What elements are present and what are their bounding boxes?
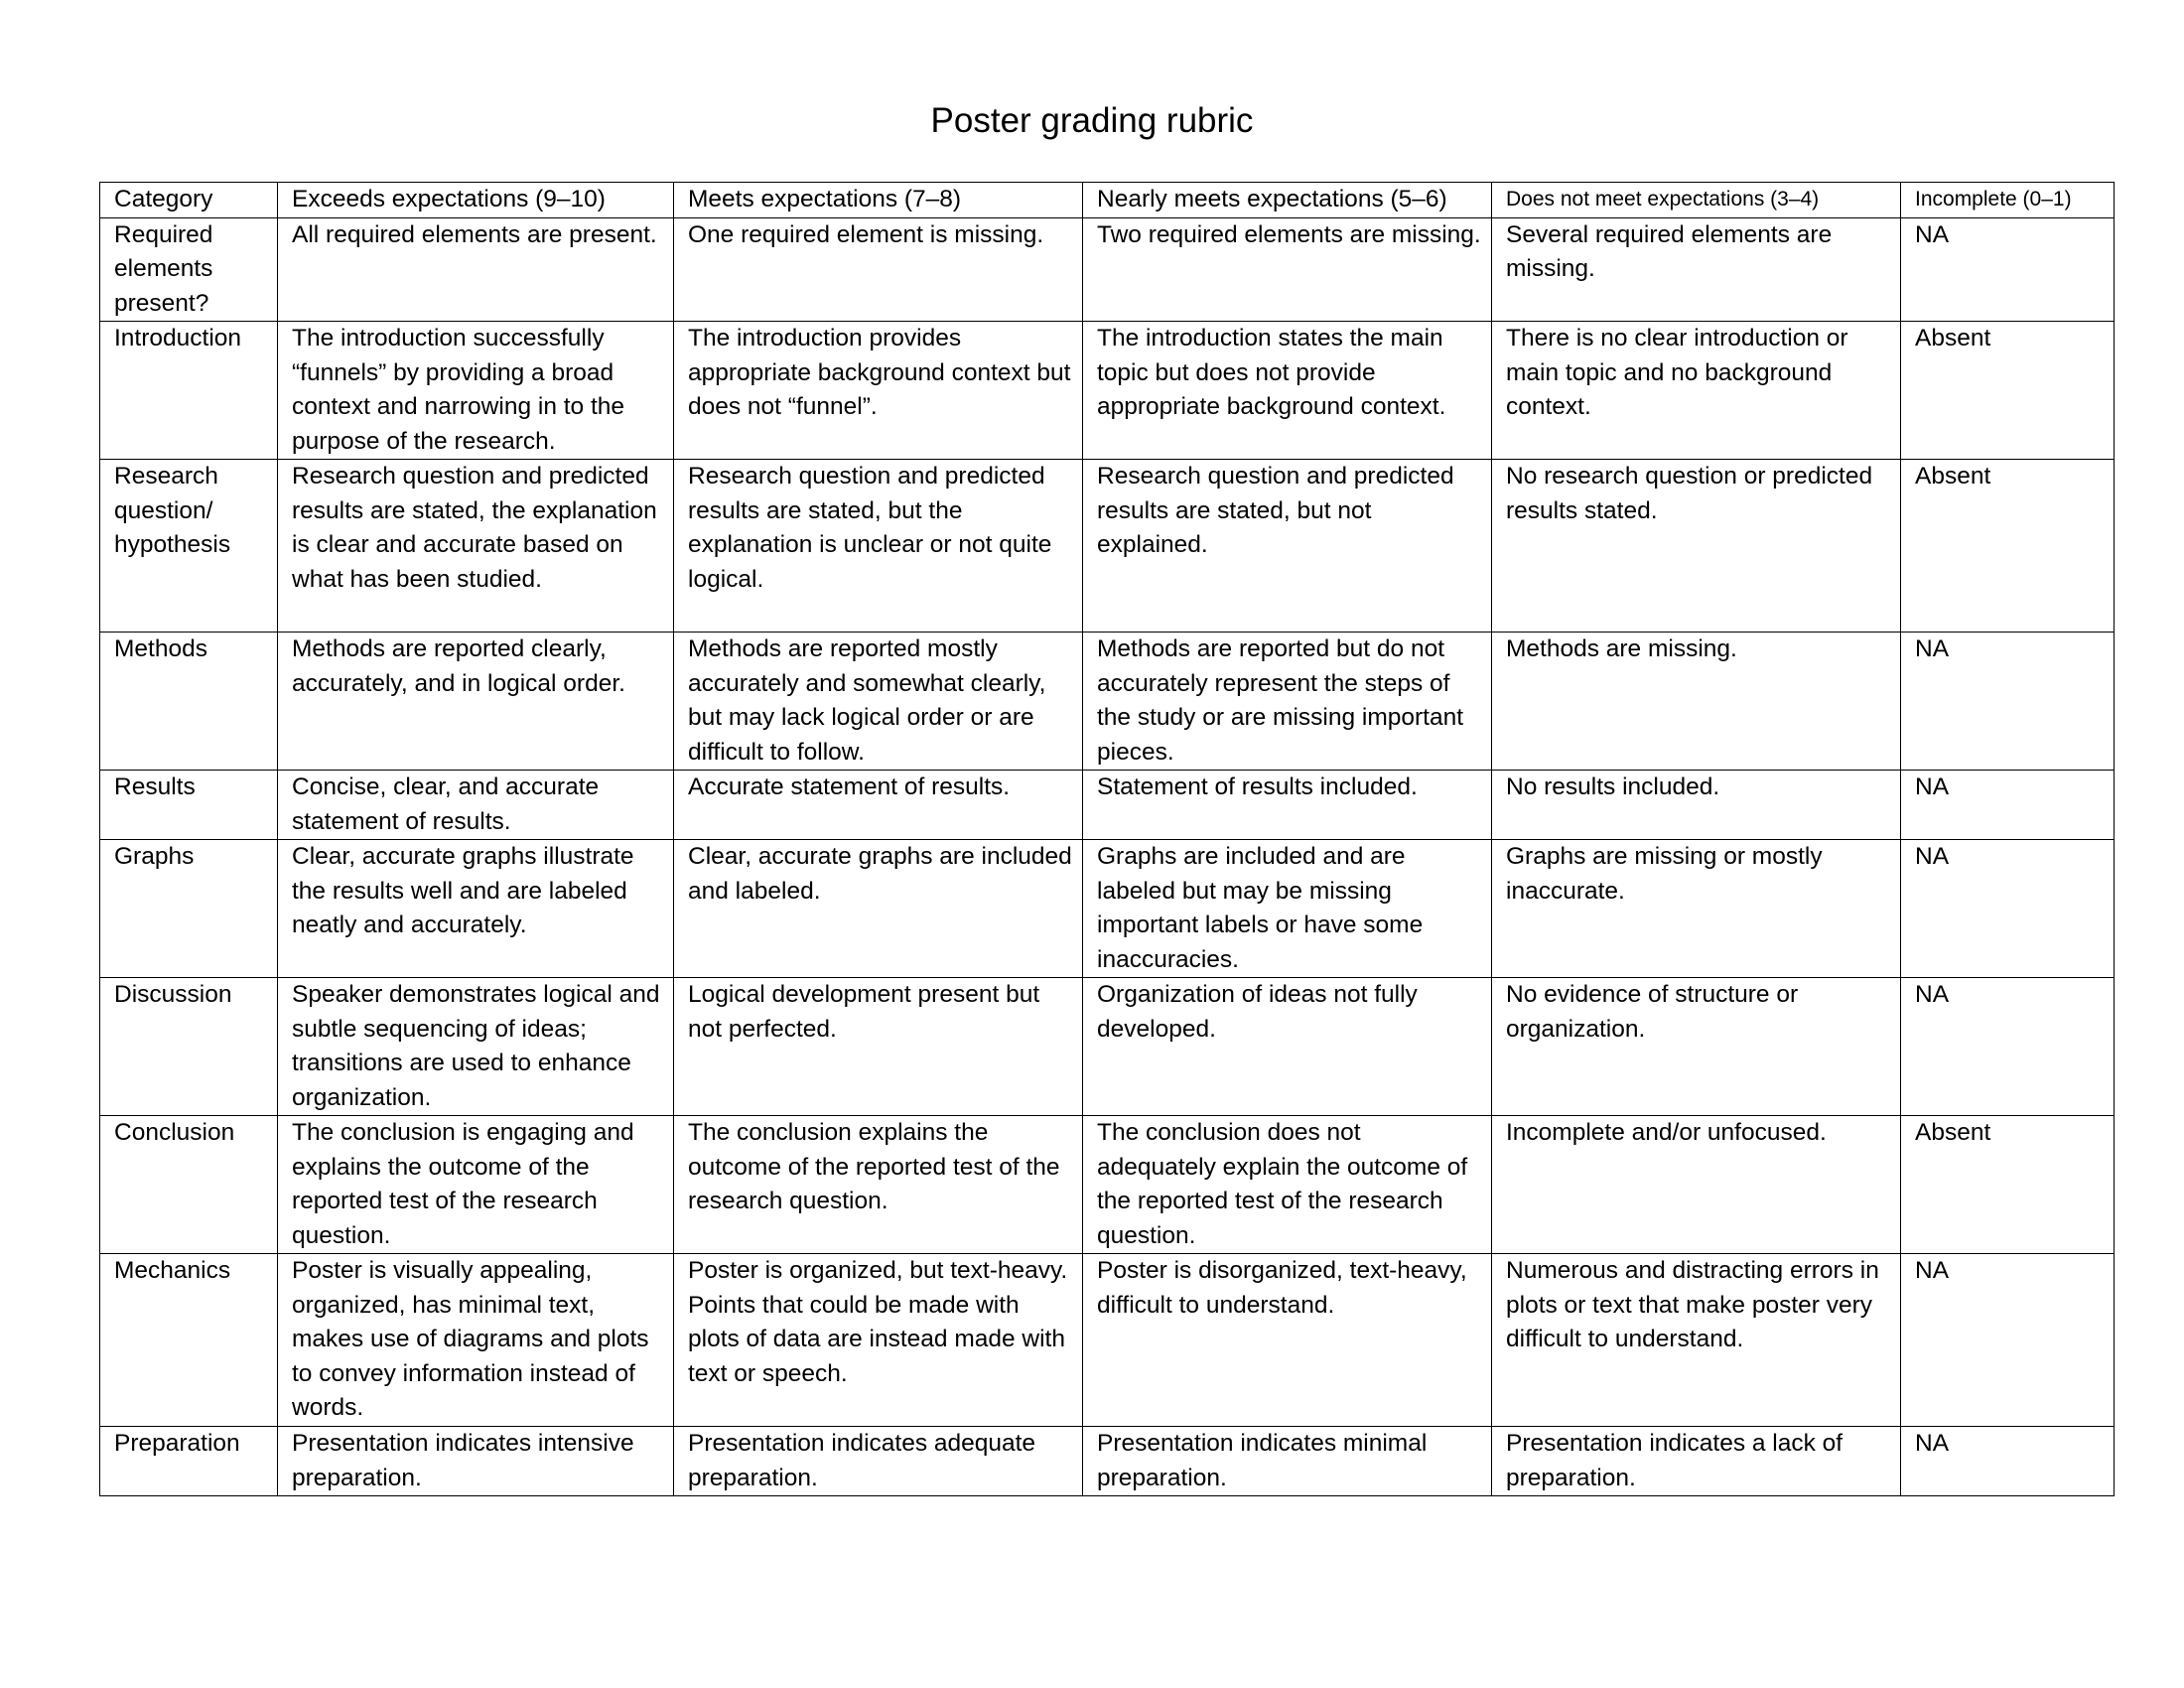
category-cell: Required elements present? [100,217,278,322]
category-cell: Introduction [100,322,278,460]
exceeds-cell: Concise, clear, and accurate statement of results. [278,771,674,840]
exceeds-cell: The conclusion is engaging and explains the outcome of the reported test of the research question. [278,1116,674,1254]
exceeds-cell: All required elements are present. [278,217,674,322]
header-nearly-meets: Nearly meets expectations (5–6) [1083,183,1492,218]
category-cell: Discussion [100,978,278,1116]
header-row [100,183,2115,218]
meets-cell: The introduction provides appropriate background context but does not “funnel”. [674,322,1083,460]
exceeds-cell: Methods are reported clearly, accurately, and in logical order. [278,633,674,771]
incomplete-cell: NA [1901,1254,2115,1427]
header-does-not-meet: Does not meet expectations (3–4) [1492,183,1901,218]
does-not-meet-cell: No research question or predicted results stated. [1492,460,1901,633]
nearly-meets-cell: Statement of results included. [1083,771,1492,840]
nearly-meets-cell: The introduction states the main topic but does not provide appropriate background context. [1083,322,1492,460]
nearly-meets-cell: Poster is disorganized, text-heavy, difficult to understand. [1083,1254,1492,1427]
meets-cell: Poster is organized, but text-heavy. Points that could be made with plots of data are instead made with text or speech. [674,1254,1083,1427]
nearly-meets-cell: Methods are reported but do not accurately represent the steps of the study or are missing important pieces. [1083,633,1492,771]
table-row [100,840,2115,978]
does-not-meet-cell: No results included. [1492,771,1901,840]
nearly-meets-cell: Graphs are included and are labeled but may be missing important labels or have some inaccuracies. [1083,840,1492,978]
meets-cell: One required element is missing. [674,217,1083,322]
does-not-meet-cell: Presentation indicates a lack of preparation. [1492,1427,1901,1496]
header-category: Category [100,183,278,218]
incomplete-cell: NA [1901,633,2115,771]
page-title: Poster grading rubric [930,101,1254,140]
exceeds-cell: Speaker demonstrates logical and subtle sequencing of ideas; transitions are used to enhance organization. [278,978,674,1116]
exceeds-cell: Poster is visually appealing, organized, has minimal text, makes use of diagrams and plots to convey information instead of words. [278,1254,674,1427]
category-cell: Methods [100,633,278,771]
nearly-meets-cell: Research question and predicted results are stated, but not explained. [1083,460,1492,633]
exceeds-cell: Presentation indicates intensive preparation. [278,1427,674,1496]
meets-cell: Research question and predicted results are stated, but the explanation is unclear or not quite logical. [674,460,1083,633]
does-not-meet-cell: Incomplete and/or unfocused. [1492,1116,1901,1254]
exceeds-cell: Research question and predicted results are stated, the explanation is clear and accurate based on what has been studied. [278,460,674,633]
table-row [100,978,2115,1116]
header-incomplete: Incomplete (0–1) [1901,183,2115,218]
incomplete-cell: NA [1901,978,2115,1116]
table-row [100,460,2115,633]
table-row [100,217,2115,322]
category-cell: Conclusion [100,1116,278,1254]
incomplete-cell: NA [1901,1427,2115,1496]
exceeds-cell: The introduction successfully “funnels” by providing a broad context and narrowing in to the purpose of the research. [278,322,674,460]
table-row [100,1254,2115,1427]
meets-cell: The conclusion explains the outcome of the reported test of the research question. [674,1116,1083,1254]
table-row [100,771,2115,840]
does-not-meet-cell: Methods are missing. [1492,633,1901,771]
incomplete-cell: NA [1901,217,2115,322]
nearly-meets-cell: Organization of ideas not fully developed. [1083,978,1492,1116]
meets-cell: Clear, accurate graphs are included and labeled. [674,840,1083,978]
table-row [100,322,2115,460]
category-cell: Graphs [100,840,278,978]
does-not-meet-cell: No evidence of structure or organization. [1492,978,1901,1116]
incomplete-cell: NA [1901,771,2115,840]
category-cell: Results [100,771,278,840]
table-row [100,633,2115,771]
nearly-meets-cell: Presentation indicates minimal preparation. [1083,1427,1492,1496]
category-cell: Research question/ hypothesis [100,460,278,633]
table-row [100,1116,2115,1254]
does-not-meet-cell: Graphs are missing or mostly inaccurate. [1492,840,1901,978]
meets-cell: Methods are reported mostly accurately and somewhat clearly, but may lack logical order or are difficult to follow. [674,633,1083,771]
rubric-table [99,182,2115,1496]
does-not-meet-cell: There is no clear introduction or main topic and no background context. [1492,322,1901,460]
nearly-meets-cell: Two required elements are missing. [1083,217,1492,322]
does-not-meet-cell: Several required elements are missing. [1492,217,1901,322]
table-row [100,1427,2115,1496]
incomplete-cell: Absent [1901,322,2115,460]
header-exceeds: Exceeds expectations (9–10) [278,183,674,218]
does-not-meet-cell: Numerous and distracting errors in plots or text that make poster very difficult to understand. [1492,1254,1901,1427]
nearly-meets-cell: The conclusion does not adequately explain the outcome of the reported test of the research question. [1083,1116,1492,1254]
meets-cell: Accurate statement of results. [674,771,1083,840]
meets-cell: Presentation indicates adequate preparation. [674,1427,1083,1496]
incomplete-cell: Absent [1901,1116,2115,1254]
category-cell: Mechanics [100,1254,278,1427]
header-meets: Meets expectations (7–8) [674,183,1083,218]
meets-cell: Logical development present but not perfected. [674,978,1083,1116]
incomplete-cell: Absent [1901,460,2115,633]
incomplete-cell: NA [1901,840,2115,978]
category-cell: Preparation [100,1427,278,1496]
exceeds-cell: Clear, accurate graphs illustrate the results well and are labeled neatly and accurately. [278,840,674,978]
